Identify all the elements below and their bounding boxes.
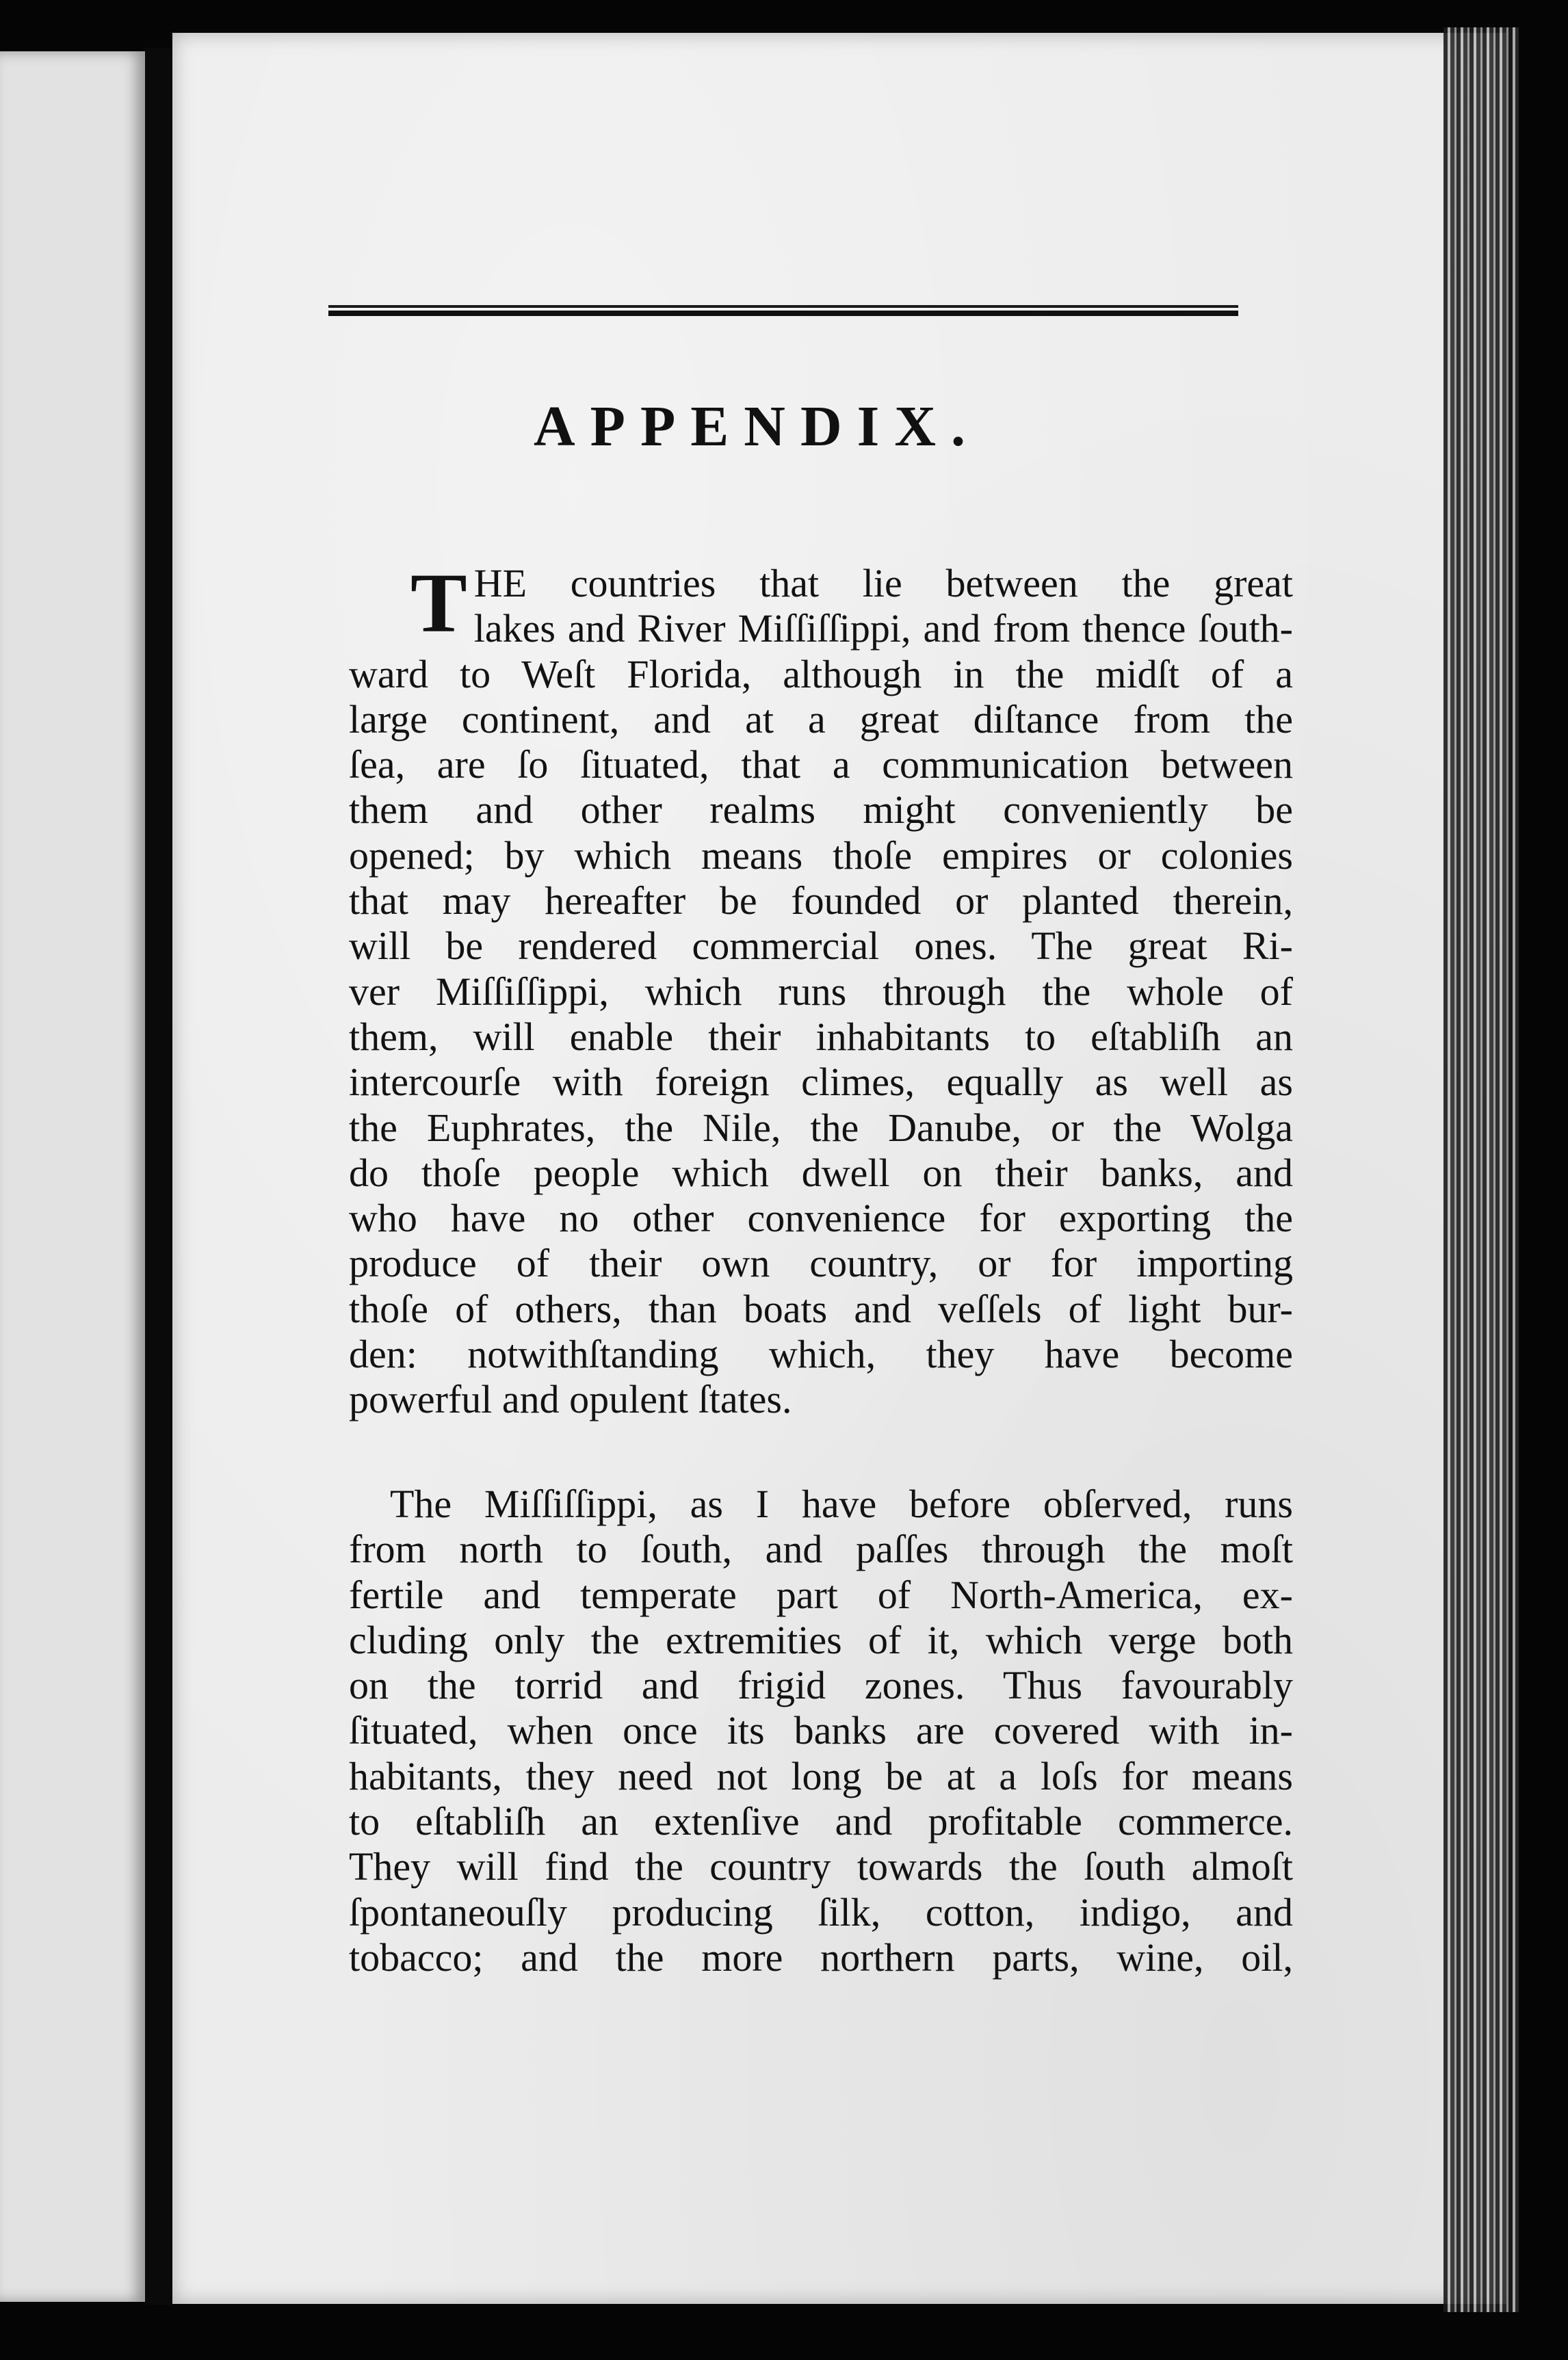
text-line: on the torrid and frigid zones. Thus favourably <box>349 1663 1293 1708</box>
text-line: that may hereafter be founded or planted therein, <box>349 878 1293 923</box>
text-line: large continent, and at a great diſtance from the <box>349 696 1293 742</box>
text-line: HE countries that lie between the great <box>473 561 1293 605</box>
text-line: den: notwithſtanding which, they have become <box>349 1332 1293 1377</box>
text-line: intercourſe with foreign climes, equally as well as <box>349 1060 1293 1105</box>
text-line: The Miſſiſſippi, as I have before obſerved, runs <box>390 1482 1293 1526</box>
page-title: APPENDIX. <box>534 395 980 458</box>
header-rule-thick <box>328 311 1238 316</box>
paragraph-2 <box>349 1482 1293 1980</box>
text-line: them, will enable their inhabitants to eſtabliſh an <box>349 1014 1293 1059</box>
text-line: ſpontaneouſly producing ſilk, cotton, indigo, and <box>349 1889 1293 1935</box>
header-rule <box>328 305 1238 317</box>
text-line: them and other realms might conveniently be <box>349 787 1293 832</box>
text-line: will be rendered commercial ones. The great Ri- <box>349 923 1293 969</box>
text-line: habitants, they need not long be at a loſs for means <box>349 1753 1293 1798</box>
text-line: lakes and River Miſſiſſippi, and from thence ſouth- <box>473 606 1293 651</box>
text-line: who have no other convenience for exporting the <box>349 1196 1293 1241</box>
text-line: cluding only the extremities of it, which verge both <box>349 1617 1293 1662</box>
page-edges <box>1443 27 1519 2312</box>
text-line: tobacco; and the more northern parts, wine, oil, <box>349 1935 1293 1980</box>
text-line: do thoſe people which dwell on their banks, and <box>349 1150 1293 1195</box>
text-line: opened; by which means thoſe empires or colonies <box>349 832 1293 878</box>
text-line: to eſtabliſh an extenſive and profitable commerce. <box>349 1799 1293 1844</box>
header-rule-thin <box>328 305 1238 308</box>
paragraph-1 <box>349 556 1293 1423</box>
text-line: ſea, are ſo ſituated, that a communication between <box>349 742 1293 787</box>
text-line: ver Miſſiſſippi, which runs through the whole of <box>349 969 1293 1014</box>
book-gutter <box>145 48 172 2305</box>
text-line: from north to ſouth, and paſſes through the moſt <box>349 1527 1293 1572</box>
drop-cap: T <box>410 556 467 650</box>
facing-page <box>0 51 145 2302</box>
text-line: They will find the country towards the ſouth almoſt <box>349 1844 1293 1889</box>
text-line: powerful and opulent ſtates. <box>349 1377 792 1422</box>
text-line: thoſe of others, than boats and veſſels of light bur- <box>349 1286 1293 1331</box>
text-line: ſituated, when once its banks are covered with in- <box>349 1708 1293 1753</box>
text-line: ward to Weſt Florida, although in the midſt of a <box>349 651 1293 696</box>
text-line: produce of their own country, or for importing <box>349 1241 1293 1286</box>
text-line: fertile and temperate part of North-America, ex- <box>349 1572 1293 1617</box>
text-line: the Euphrates, the Nile, the Danube, or the Wolga <box>349 1105 1293 1150</box>
